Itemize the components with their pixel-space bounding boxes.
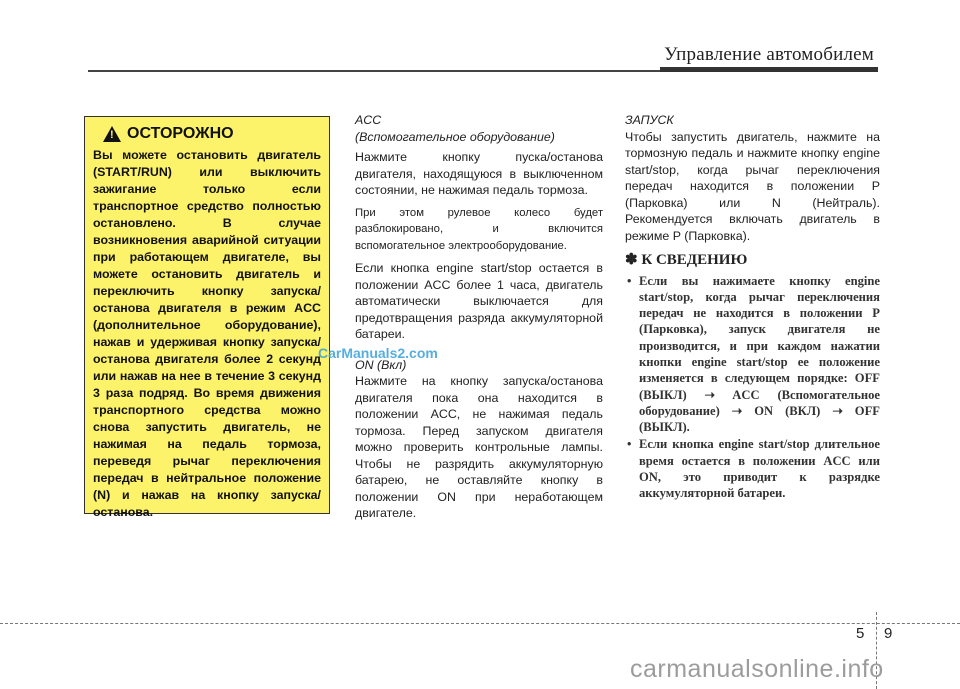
warning-text: Вы можете остановить двигатель (START/RUN) или выключить зажигание только если транспортное средство полностью остановлено. В случае возникновения аварийной ситуации при работающем двигателе, вы можете остановить двигатель и переключить кнопку запуска/останова двигателя в режим ACC (дополнительное оборудование), нажав и удерживая кнопку запуска/останова двигателя более 2 секунд или нажав на нее в течение 3 секунд 3 раза подряд. Во время движения транспортного средства можно снова запустить двигатель, не нажимая на педаль тормоза, переведя рычаг переключения передач в нейтральное положение (N) и нажав на кнопку запуска/останова. — [93, 148, 321, 519]
watermark-overlay: CarManuals2.com — [318, 345, 438, 361]
on-title: ON (Вкл) — [355, 357, 407, 372]
start-paragraph: Чтобы запустить двигатель, нажмите на тормозную педаль и нажмите кнопку engine start/stop, когда рычаг переключения передач находится в положении P (Парковка) или N (Нейтраль). Рекомендуется включать двигатель в режиме P (Парковка). — [625, 129, 880, 243]
acc-title: ACC — [355, 113, 382, 127]
running-header-title: Управление автомобилем — [664, 44, 874, 65]
note-title: ✽ К СВЕДЕНИЮ — [625, 252, 748, 268]
column-start-note — [625, 112, 880, 503]
start-title: ЗАПУСК — [625, 113, 674, 127]
acc-subtitle: (Вспомогательное оборудование) — [355, 129, 555, 144]
on-paragraph: Нажмите на кнопку запуска/останова двигателя пока она находится в положении ACC, не нажимая педаль тормоза. Перед запуском двигателя можно проверить контрольные лампы. Чтобы не разрядить аккумуляторную батарею, не оставляйте кнопку в положении ON при неработающем двигателе. — [355, 374, 603, 520]
note-item: • Если кнопка engine start/stop длительное время остается в положении ACC или ON, это приводит к разрядке аккумуляторной батареи. — [625, 436, 880, 501]
footer-rule — [0, 623, 960, 624]
acc-paragraph-1: Нажмите кнопку пуска/останова двигателя, находящуюся в выключенном состоянии, не нажимая педаль тормоза. — [355, 150, 603, 197]
section-number: 5 — [856, 625, 865, 642]
note-item: • Если вы нажимаете кнопку engine start/stop, когда рычаг переключения передач не находится в положении P (Парковка), запуск двигателя не производится, и при каждом нажатии кнопки engine start/stop ее положение изменяется в следующем порядке: OFF (ВЫКЛ) ➝ ACC (Вспомогательное оборудование) ➝ ON (ВКЛ) ➝ OFF (ВЫКЛ). — [625, 273, 880, 436]
acc-paragraph-3: Если кнопка engine start/stop остается в положении ACC более 1 часа, двигатель автоматически выключается для предотвращения разряда аккумуляторной батареи. — [355, 261, 603, 341]
acc-paragraph-2: При этом рулевое колесо будет разблокировано, и включится вспомогательное электрооборудование. — [355, 206, 603, 252]
warning-box — [84, 116, 330, 519]
note-list — [625, 273, 880, 502]
warning-triangle-icon — [103, 126, 121, 142]
header-rule-accent — [660, 67, 878, 72]
page-number: 9 — [884, 625, 893, 642]
column-acc-on — [355, 112, 603, 528]
warning-title: ОСТОРОЖНО — [127, 125, 234, 142]
warning-heading — [103, 125, 321, 143]
footer-watermark: carmanualsonline.info — [630, 655, 884, 683]
